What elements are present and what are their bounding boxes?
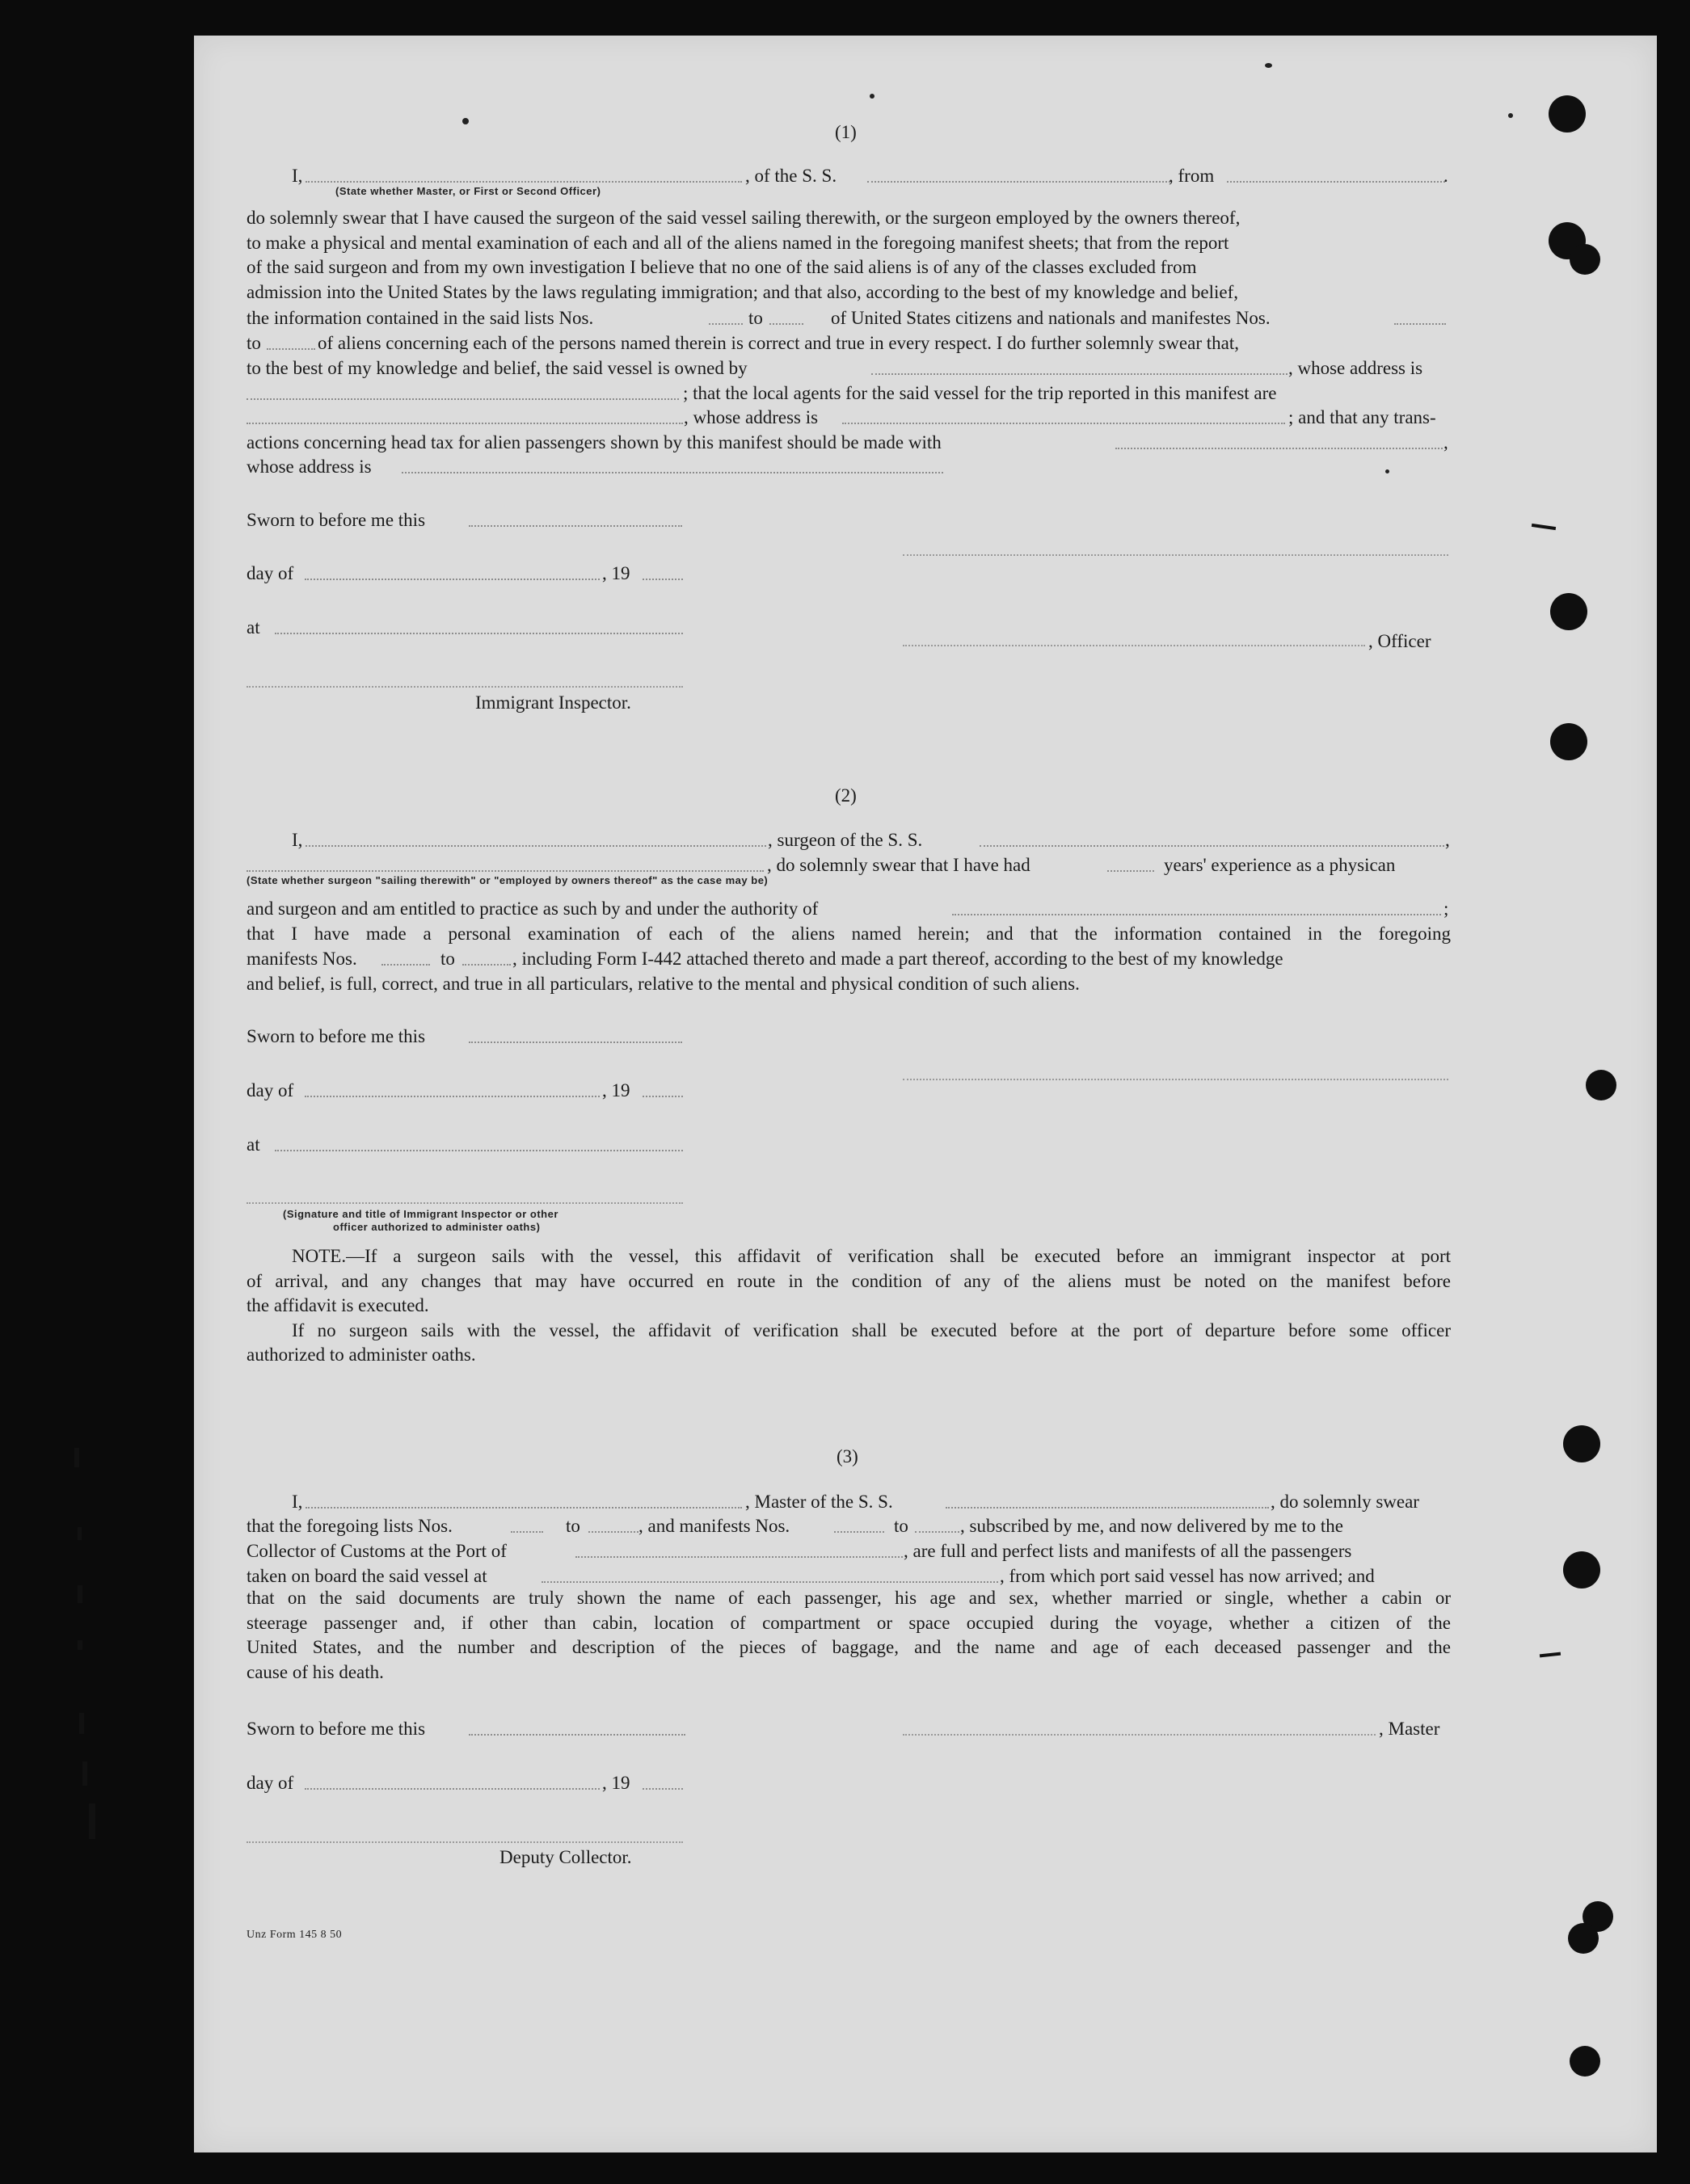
sec3-ship-name-field[interactable] <box>946 1507 1269 1509</box>
sec3-manifests-to-field[interactable] <box>915 1531 959 1533</box>
sec3-to2-label: to <box>894 1516 908 1536</box>
sec1-dayof-label: day of <box>247 563 294 583</box>
departure-port-field[interactable] <box>1227 181 1445 183</box>
master-signature-line[interactable] <box>903 1734 1376 1736</box>
surgeon-status-field[interactable] <box>247 870 764 872</box>
sec2-year-field[interactable] <box>643 1096 683 1097</box>
sec3-lists-from-field[interactable] <box>511 1531 543 1533</box>
sec1-comma: , <box>1443 432 1448 452</box>
sec3-subscribed-label: , subscribed by me, and now delivered by me to the <box>960 1516 1343 1536</box>
officer-caption: (State whether Master, or First or Second Officer) <box>335 185 601 197</box>
agent-address-field[interactable] <box>842 423 1285 424</box>
officer-name-field[interactable] <box>306 181 742 183</box>
master-name-field[interactable] <box>306 1507 742 1509</box>
edge-mark <box>78 1527 82 1540</box>
binder-hole <box>1570 244 1600 275</box>
sec3-dayof-label: day of <box>247 1773 294 1793</box>
sec1-lists-label: the information contained in the said lists Nos. <box>247 308 594 328</box>
edge-mark <box>78 1585 82 1603</box>
officer-label: , Officer <box>1368 631 1431 651</box>
sec2-belief-line: and belief, is full, correct, and true in all particulars, relative to the mental and physical condition of such aliens. <box>247 974 1080 994</box>
sec3-line: United States, and the number and description of the pieces of baggage, and the name and age of each deceased passenger and the <box>247 1637 1451 1657</box>
sec3-arrived-label: , from which port said vessel has now arrived; and <box>1000 1566 1375 1586</box>
sec2-month-field[interactable] <box>305 1096 600 1097</box>
surgeon-name-field[interactable] <box>306 845 766 847</box>
sec2-inspector-signature-line[interactable] <box>247 1202 683 1204</box>
sig-caption-1: (Signature and title of Immigrant Inspector or other <box>283 1208 558 1220</box>
binder-hole <box>1549 95 1586 133</box>
master-label: , Master <box>1379 1719 1440 1739</box>
sec3-taken-label: taken on board the said vessel at <box>247 1566 487 1586</box>
sec3-collector-label: Collector of Customs at the Port of <box>247 1541 507 1561</box>
years-experience-field[interactable] <box>1107 870 1154 872</box>
sec3-line: that on the said documents are truly shown the name of each passenger, his age and sex, whether married or single, whether a cabin or <box>247 1588 1451 1608</box>
sec1-place-field[interactable] <box>275 633 683 634</box>
surgeon-caption: (State whether surgeon "sailing therewith" or "employed by owners thereof" as the case may be) <box>247 874 769 886</box>
lists-to-field[interactable] <box>769 323 803 325</box>
scan-speck <box>462 118 469 124</box>
note-paragraph <box>247 1244 1451 1368</box>
section-3-paragraph <box>247 1586 1451 1685</box>
vessel-owner-field[interactable] <box>871 373 1288 375</box>
sec3-to-label: to <box>566 1516 580 1536</box>
officer-signature-line[interactable] <box>903 645 1365 646</box>
headtax-contact-field[interactable] <box>1115 448 1443 449</box>
sec3-lists-to-field[interactable] <box>588 1531 638 1533</box>
binder-hole <box>1550 723 1587 760</box>
sig-caption-2: officer authorized to administer oaths) <box>333 1221 541 1233</box>
sec3-sworn-date-field[interactable] <box>469 1734 685 1736</box>
inspector-signature-line[interactable] <box>247 686 683 688</box>
authority-field[interactable] <box>952 914 1441 915</box>
sec2-comma: , <box>1445 830 1450 850</box>
sec2-manifests-label: manifests Nos. <box>247 949 357 969</box>
note2-line: authorized to administer oaths. <box>247 1344 476 1365</box>
sec1-line: admission into the United States by the laws regulating immigration; and that also, according to the best of my knowledge and belief, <box>247 281 1239 302</box>
local-agents-field[interactable] <box>247 423 683 424</box>
sec2-year-label: , 19 <box>602 1080 630 1100</box>
surgeon-signature-line[interactable] <box>903 1079 1448 1080</box>
sec3-manifests-label: , and manifests Nos. <box>638 1516 790 1536</box>
sec1-year-label: , 19 <box>602 563 630 583</box>
sec1-line: do solemnly swear that I have caused the surgeon of the said vessel sailing therewith, or the surgeon employed by the owners thereof, <box>247 208 1241 228</box>
sec1-from-label: , from <box>1169 166 1215 186</box>
collector-signature-line[interactable] <box>247 1841 683 1843</box>
sec2-sworn-date-field[interactable] <box>469 1042 682 1043</box>
form-sheet <box>194 36 1657 2152</box>
lists-from-field[interactable] <box>709 323 743 325</box>
edge-mark <box>89 1803 95 1839</box>
sec2-to-label: to <box>440 949 455 969</box>
scan-speck <box>1508 113 1513 118</box>
sec1-citizens-label: of United States citizens and nationals and manifestes Nos. <box>831 308 1271 328</box>
sec1-to2-label: to <box>247 333 261 353</box>
sec3-manifests-from-field[interactable] <box>834 1531 884 1533</box>
note-line: of arrival, and any changes that may have occurred en route in the condition of any of the aliens must be noted on the manifest before <box>247 1270 1451 1291</box>
sec2-dayof-label: day of <box>247 1080 294 1100</box>
edge-mark <box>78 1640 82 1650</box>
scan-speck <box>1385 469 1389 473</box>
sec1-end: . <box>1443 166 1448 186</box>
scan-speck <box>870 94 875 99</box>
sec1-at-label: at <box>247 617 260 638</box>
binder-hole <box>1563 1551 1600 1589</box>
binder-hole <box>1570 2046 1600 2077</box>
sec2-semicolon: ; <box>1443 898 1449 919</box>
edge-mark <box>74 1448 79 1467</box>
sec3-swear-label: , do solemnly swear <box>1271 1492 1419 1512</box>
sec1-agents-label: ; that the local agents for the said vessel for the trip reported in this manifest are <box>683 383 1277 403</box>
sec3-sworn-label: Sworn to before me this <box>247 1719 426 1739</box>
edge-mark <box>82 1761 87 1786</box>
sec3-master-of-ss-label: , Master of the S. S. <box>745 1492 893 1512</box>
sec2-manifests-from-field[interactable] <box>381 964 430 966</box>
sec2-swear-label: , do solemnly swear that I have had <box>767 855 1030 875</box>
section-2-number: (2) <box>835 785 857 806</box>
note-line: NOTE.—If a surgeon sails with the vessel, this affidavit of verification shall be executed before an immigrant inspector at port <box>292 1246 1451 1266</box>
sec2-ship-name-field[interactable] <box>980 845 1444 847</box>
sec3-month-field[interactable] <box>305 1788 600 1790</box>
sec3-line: steerage passenger and, if other than cabin, location of compartment or space occupied during the voyage, whether a citizen of the <box>247 1612 1451 1633</box>
ship-name-field[interactable] <box>867 181 1170 183</box>
sec3-line: cause of his death. <box>247 1661 384 1682</box>
sec1-line: of the said surgeon and from my own investigation I believe that no one of the said aliens is of any of the classes excluded from <box>247 257 1197 277</box>
sec1-sworn-date-field[interactable] <box>469 525 682 527</box>
sec2-form-label: , including Form I-442 attached thereto and made a part thereof, according to the best of my knowledge <box>512 949 1283 969</box>
manifests-from-field[interactable] <box>1394 323 1446 325</box>
sec2-sworn-label: Sworn to before me this <box>247 1026 426 1046</box>
binder-hole <box>1586 1070 1616 1100</box>
sec1-i-label: I, <box>292 166 303 186</box>
sec1-aliens-label: of aliens concerning each of the persons named therein is correct and true in every respect. I do further solemnly swear that, <box>318 333 1239 353</box>
note-line: the affidavit is executed. <box>247 1295 429 1315</box>
sec1-signature-line[interactable] <box>903 554 1448 556</box>
sec1-headtax-label: actions concerning head tax for alien passengers shown by this manifest should be made with <box>247 432 942 452</box>
sec3-lists-label: that the foregoing lists Nos. <box>247 1516 453 1536</box>
section-1-paragraph <box>247 206 1451 305</box>
binder-hole <box>1563 1425 1600 1462</box>
sec1-sworn-label: Sworn to before me this <box>247 510 426 530</box>
sec1-trans-label: ; and that any trans- <box>1288 407 1436 427</box>
manifests-to-field[interactable] <box>267 348 315 350</box>
form-id: Unz Form 145 8 50 <box>247 1929 343 1941</box>
sec1-to-label: to <box>748 308 763 328</box>
sec2-exam-line: that I have made a personal examination of each of the aliens named herein; and that the information contained in the foregoing <box>247 924 1451 944</box>
sec3-i-label: I, <box>292 1492 303 1512</box>
sec1-of-ss-label: , of the S. S. <box>745 166 837 186</box>
inspector-label: Immigrant Inspector. <box>475 692 631 713</box>
embark-port-field[interactable] <box>542 1581 998 1583</box>
scan-speck <box>1265 63 1272 68</box>
sec1-month-field[interactable] <box>305 579 600 580</box>
sec3-year-label: , 19 <box>602 1773 630 1793</box>
sec1-whose-address-label: whose address is <box>247 457 372 477</box>
sec2-at-label: at <box>247 1134 260 1155</box>
collector-port-field[interactable] <box>575 1556 903 1558</box>
sec1-year-field[interactable] <box>643 579 683 580</box>
sec3-lists-full-label: , are full and perfect lists and manifests of all the passengers <box>904 1541 1352 1561</box>
headtax-address-field[interactable] <box>402 472 943 473</box>
section-3-number: (3) <box>837 1446 858 1467</box>
sec1-agent-address-label: , whose address is <box>684 407 819 427</box>
sec2-place-field[interactable] <box>275 1150 683 1151</box>
collector-label: Deputy Collector. <box>499 1847 632 1867</box>
sec1-owner-address-label: , whose address is <box>1288 358 1423 378</box>
sec3-year-field[interactable] <box>643 1788 683 1790</box>
section-1-number: (1) <box>835 122 857 142</box>
binder-hole <box>1568 1923 1599 1954</box>
edge-mark <box>79 1713 84 1734</box>
sec1-owned-label: to the best of my knowledge and belief, the said vessel is owned by <box>247 358 748 378</box>
binder-hole <box>1550 593 1587 630</box>
sec2-manifests-to-field[interactable] <box>462 964 511 966</box>
sec1-line: to make a physical and mental examination of each and all of the aliens named in the foregoing manifest sheets; that from the report <box>247 232 1229 253</box>
sec2-i-label: I, <box>292 830 303 850</box>
sec2-authority-label: and surgeon and am entitled to practice as such by and under the authority of <box>247 898 819 919</box>
owner-address-field[interactable] <box>247 398 679 400</box>
note2-line: If no surgeon sails with the vessel, the affidavit of verification shall be executed before at the port of departure before some officer <box>292 1319 1451 1340</box>
sec2-surgeon-of-ss-label: , surgeon of the S. S. <box>768 830 923 850</box>
sec2-years-label: years' experience as a physican <box>1164 855 1396 875</box>
